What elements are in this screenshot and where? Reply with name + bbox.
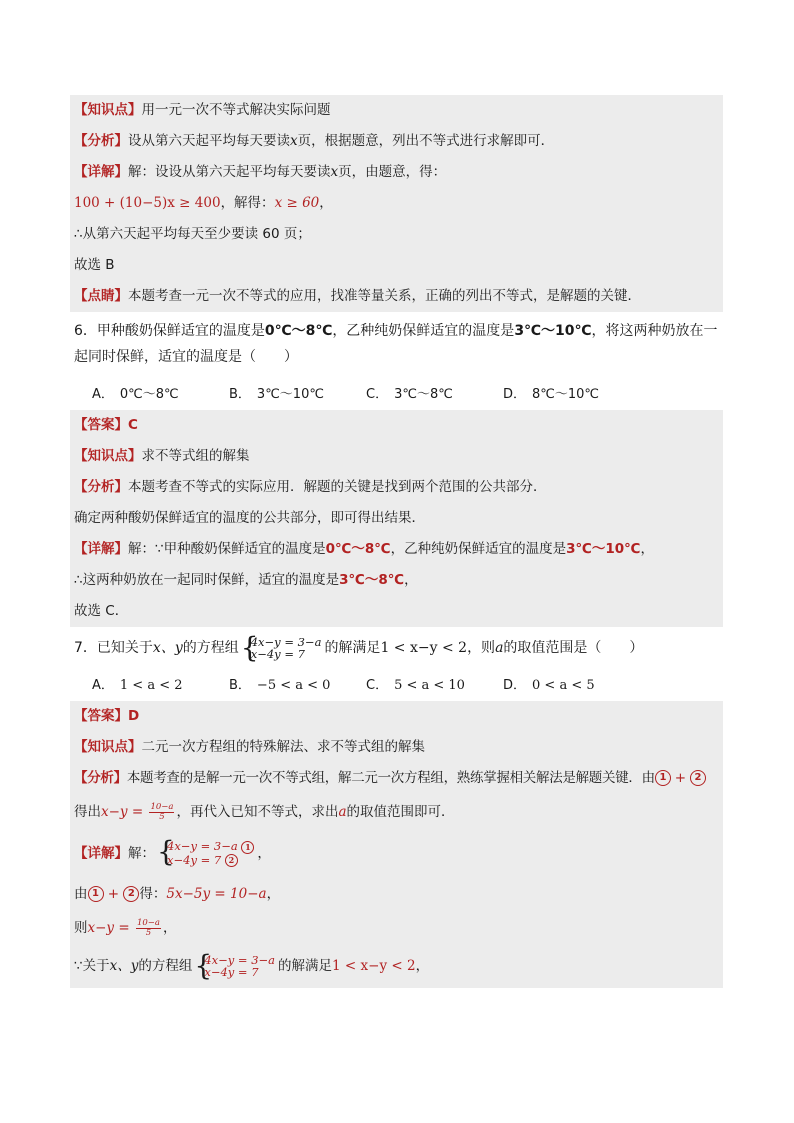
step3-equation-system: { 4x−y = 3−a x−4y = 7 — [194, 949, 276, 982]
analysis-text: 本题考查不等式的实际应用．解题的关键是找到两个范围的公共部分． — [128, 479, 547, 495]
detail-system-row-2 — [167, 854, 254, 868]
detail-a: 解： — [128, 845, 155, 862]
fraction-denominator: 5 — [145, 927, 152, 938]
detail-var: x — [330, 164, 339, 180]
q7-option-c[interactable] — [366, 674, 503, 693]
step3-c: 的解满足 — [278, 958, 333, 974]
q5-remark — [70, 281, 723, 312]
q7-vars: x、y — [152, 640, 183, 656]
q7-step3 — [70, 946, 723, 988]
q7-stem-b: 的方程组 — [182, 640, 239, 656]
analysis-tag: 【分析】 — [74, 133, 128, 149]
q5-choice — [70, 250, 723, 281]
analysis-text-a: 设从第六天起平均每天要读 — [128, 133, 290, 149]
q7-option-a[interactable] — [92, 674, 229, 693]
q6-stem-c: ，将这两种奶放在一起同时保鲜，适宜的温度是（ ） — [74, 323, 718, 365]
option-key: B． — [229, 678, 251, 693]
analysis-text-b: 页，根据题意，列出不等式进行求解即可． — [297, 133, 555, 149]
answer-value: D — [128, 708, 140, 724]
choice-text: 故选 C． — [74, 603, 129, 619]
fraction — [136, 919, 161, 938]
conclusion-range: 3℃～8℃ — [339, 572, 405, 588]
conclusion-b: ， — [404, 572, 418, 588]
circled-one-icon: 1 — [88, 886, 104, 902]
circled-one-icon: 1 — [241, 841, 254, 854]
detail-b: ， — [257, 845, 271, 862]
analysis2-b: ，再代入已知不等式，求出 — [176, 804, 339, 820]
detail-range1: 0℃～8℃ — [325, 541, 391, 557]
row-1-text: 4x−y = 3−a — [167, 839, 238, 853]
remark-text: 本题考查一元一次不等式的应用，找准等量关系，正确的列出不等式，是解题的关键． — [128, 288, 641, 304]
option-text: −5 < a < 0 — [256, 678, 331, 693]
plus-sign: + — [670, 770, 690, 786]
q7-condition: 1 < x−y < 2 — [380, 640, 468, 656]
document-page — [70, 95, 723, 988]
step1-end: ， — [266, 886, 281, 902]
q7-option-d[interactable] — [503, 674, 640, 693]
step3-cond: 1 < x−y < 2 — [332, 958, 416, 974]
step1-a: 由 — [74, 886, 88, 902]
q7-analysis-cont — [70, 794, 723, 830]
system-row-2: x−4y = 7 — [250, 647, 305, 661]
knowledge-tag: 【知识点】 — [74, 448, 142, 464]
detail-text-a: 解：设设从第六天起平均每天要读 — [128, 164, 331, 180]
system-row-1: 4x−y = 3−a — [250, 635, 322, 649]
inequality: 100 + (10−5)x ≥ 400 — [74, 195, 221, 211]
fraction-numerator: 10−a — [136, 917, 160, 928]
analysis-text-2: 确定两种酸奶保鲜适宜的温度的公共部分，即可得出结果． — [74, 510, 425, 526]
q6-range2: 3℃～10℃ — [514, 323, 592, 339]
system-row-2: x−4y = 7 — [204, 965, 259, 979]
answer-tag: 【答案】 — [74, 708, 128, 724]
detail-tag: 【详解】 — [74, 541, 128, 557]
step2-end: ， — [162, 920, 177, 936]
step2-a: 则 — [74, 920, 88, 936]
q6-analysis — [70, 472, 723, 503]
option-key: D． — [503, 387, 527, 402]
q6-stem-b: ，乙种纯奶保鲜适宜的温度是 — [332, 323, 515, 339]
q6-stem — [70, 312, 723, 373]
inequality-end: ， — [319, 195, 333, 211]
fraction — [149, 803, 174, 822]
q5-knowledge-point — [70, 95, 723, 126]
q7-step2 — [70, 910, 723, 946]
detail-c: ， — [640, 541, 654, 557]
q6-answer — [70, 410, 723, 441]
fraction-denominator: 5 — [159, 811, 165, 822]
inequality-mid: ，解得： — [220, 195, 275, 211]
step3-end: ， — [415, 958, 430, 974]
q5-detail — [70, 157, 723, 188]
knowledge-text: 求不等式组的解集 — [141, 448, 250, 464]
analysis-tag: 【分析】 — [74, 770, 127, 786]
option-text: 3℃～10℃ — [256, 387, 324, 402]
q6-option-b[interactable] — [229, 383, 366, 402]
detail-equation-system: { 4x−y = 3−a 1 x−4y = 7 2 — [158, 840, 254, 867]
q6-conclusion — [70, 565, 723, 596]
q6-choice — [70, 596, 723, 627]
circled-two-icon: 2 — [123, 886, 139, 902]
q7-a-var: a — [495, 640, 504, 656]
circled-one-icon: 1 — [655, 770, 671, 786]
knowledge-text: 二元一次方程组的特殊解法、求不等式组的解集 — [141, 739, 425, 755]
answer-value: C — [128, 417, 138, 433]
system-row-1: 4x−y = 3−a — [204, 953, 276, 967]
q7-stem-c: 的解满足 — [324, 640, 381, 656]
option-text: 3℃～8℃ — [394, 387, 453, 402]
knowledge-tag: 【知识点】 — [74, 102, 142, 118]
option-key: A． — [92, 678, 114, 693]
q6-option-c[interactable] — [366, 383, 503, 402]
conclusion-a: ∴这两种奶放在一起同时保鲜，适宜的温度是 — [74, 572, 340, 588]
option-text: 8℃～10℃ — [532, 387, 600, 402]
analysis2-a: 得出 — [74, 804, 101, 820]
remark-tag: 【点睛】 — [74, 288, 128, 304]
fraction-numerator: 10−a — [150, 801, 174, 812]
q6-option-d[interactable] — [503, 383, 640, 402]
step3-vars: x、y — [109, 958, 139, 974]
analysis2-eq: x−y = — [101, 804, 148, 820]
option-text: 5 < a < 10 — [394, 678, 465, 693]
q7-knowledge-point — [70, 732, 723, 763]
q5-analysis — [70, 126, 723, 157]
option-key: B． — [229, 387, 251, 402]
q6-range1: 0℃～8℃ — [264, 323, 333, 339]
analysis2-var: a — [338, 804, 347, 820]
step2-eq: x−y = — [87, 920, 134, 936]
detail-text-b: 页，由题意，得： — [338, 164, 447, 180]
detail-b: ，乙种纯奶保鲜适宜的温度是 — [390, 541, 567, 557]
q6-knowledge-point — [70, 441, 723, 472]
choice-text: 故选 B — [74, 257, 115, 273]
option-text: 1 < a < 2 — [119, 678, 183, 693]
step3-a: ∵关于 — [74, 958, 110, 974]
option-key: D． — [503, 678, 527, 693]
option-text: 0 < a < 5 — [532, 678, 595, 693]
answer-tag: 【答案】 — [74, 417, 128, 433]
detail-a: 解：∵甲种酸奶保鲜适宜的温度是 — [128, 541, 326, 557]
conclusion-text: ∴从第六天起平均每天至少要读 60 页； — [74, 226, 311, 242]
q7-stem — [70, 627, 723, 664]
circled-two-icon: 2 — [690, 770, 706, 786]
knowledge-tag: 【知识点】 — [74, 739, 142, 755]
row-2-text: x−4y = 7 — [167, 852, 222, 867]
step3-b: 的方程组 — [138, 958, 193, 974]
q7-stem-e: 的取值范围是（ ） — [503, 640, 644, 656]
analysis-tag: 【分析】 — [74, 479, 128, 495]
q6-options — [70, 373, 723, 410]
analysis-var: x — [290, 133, 298, 149]
step1-b: 得： — [139, 886, 167, 902]
q6-stem-a: 6．甲种酸奶保鲜适宜的温度是 — [74, 323, 265, 339]
q7-answer — [70, 701, 723, 732]
q7-options — [70, 664, 723, 701]
q7-option-b[interactable] — [229, 674, 366, 693]
detail-tag: 【详解】 — [74, 164, 128, 180]
detail-range2: 3℃～10℃ — [566, 541, 641, 557]
q7-equation-system: { 4x−y = 3−a x−4y = 7 — [240, 631, 322, 664]
q6-option-a[interactable] — [92, 383, 229, 402]
detail-tag: 【详解】 — [74, 845, 128, 862]
option-key: C． — [366, 387, 389, 402]
option-text: 0℃～8℃ — [119, 387, 179, 402]
step1-eq: 5x−5y = 10−a — [166, 886, 267, 902]
q5-conclusion — [70, 219, 723, 250]
analysis-text: 本题考查的是解一元一次不等式组，解二元一次方程组，熟练掌握相关解法是解题关键．由 — [126, 770, 655, 786]
q7-analysis — [70, 763, 723, 794]
analysis2-c: 的取值范围即可． — [346, 804, 455, 820]
q7-step1 — [70, 879, 723, 910]
inequality-result: x ≥ 60 — [274, 195, 320, 211]
q7-stem-a: 7．已知关于 — [74, 640, 153, 656]
q6-detail — [70, 534, 723, 565]
q7-detail — [70, 830, 723, 879]
plus-sign: + — [103, 886, 124, 902]
option-key: C． — [366, 678, 389, 693]
knowledge-text: 用一元一次不等式解决实际问题 — [141, 102, 331, 118]
q5-inequality — [70, 188, 723, 219]
q6-analysis-cont — [70, 503, 723, 534]
option-key: A． — [92, 387, 114, 402]
circled-two-icon: 2 — [225, 854, 238, 867]
detail-system-row-1 — [167, 840, 254, 854]
q7-stem-d: ，则 — [467, 640, 496, 656]
